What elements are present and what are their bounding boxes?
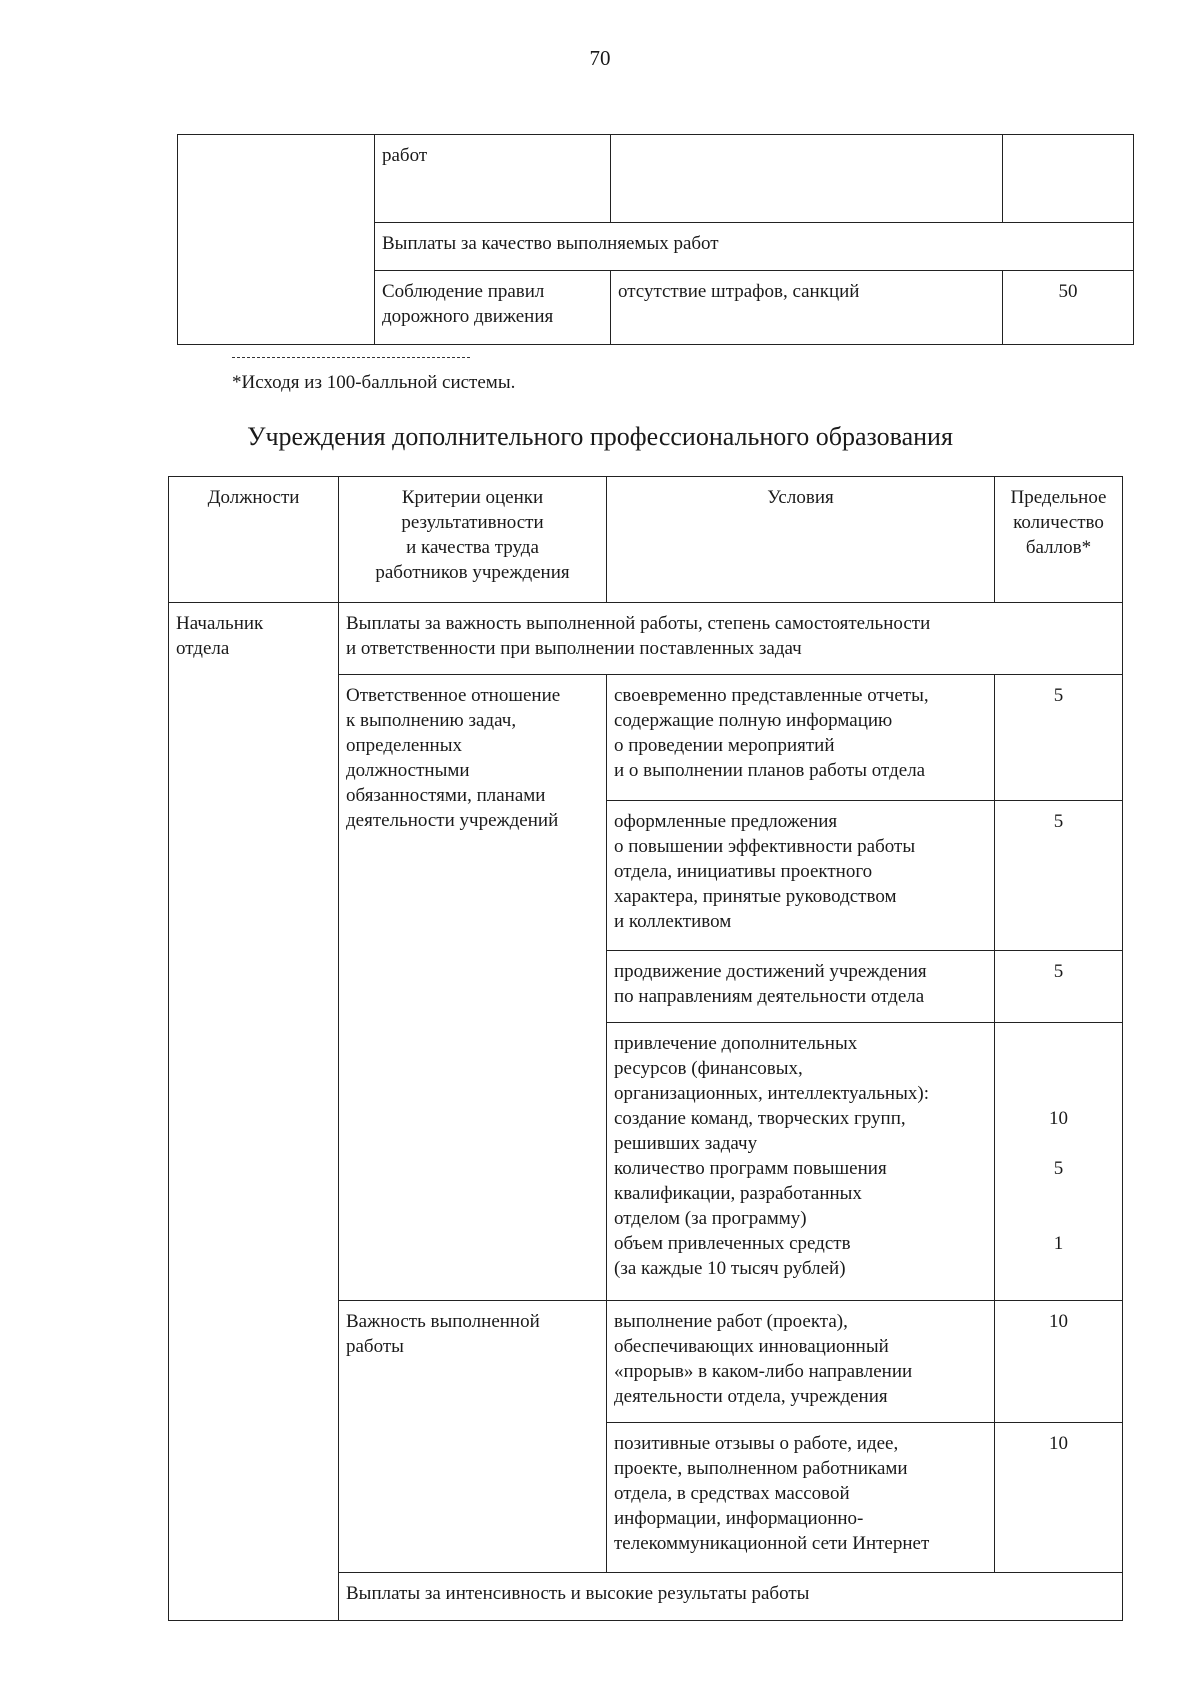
- footnote-rule: [232, 357, 470, 358]
- condition-cell: [611, 135, 1003, 223]
- condition-cell: своевременно представленные отчеты, содержащие полную информацию о проведении мероприятий и о выполнении планов работы отдела: [607, 675, 995, 801]
- score-cell: [1003, 135, 1134, 223]
- header-max-score: Предельное количество баллов*: [995, 477, 1123, 603]
- footnote: *Исходя из 100-балльной системы.: [232, 372, 516, 393]
- score-cell: 5: [995, 801, 1123, 951]
- section-header-cell: Выплаты за качество выполняемых работ: [375, 223, 1134, 271]
- score-cell: 5: [995, 951, 1123, 1023]
- criterion-cell: Соблюдение правил дорожного движения: [375, 271, 611, 345]
- condition-cell: привлечение дополнительных ресурсов (финансовых, организационных, интеллектуальных): создание команд, творческих групп, решивших задачу количество программ повышения квалификации, разработанных отделом (за программу) объем привлеченных средств (за каждые 10 тысяч рублей): [607, 1023, 995, 1301]
- header-position: Должности: [169, 477, 339, 603]
- group-header-intensity: Выплаты за интенсивность и высокие результаты работы: [339, 1573, 1123, 1621]
- section-title: Учреждения дополнительного профессионального образования: [247, 422, 953, 451]
- score-cell: 50: [1003, 271, 1134, 345]
- header-criteria: Критерии оценки результативности и качества труда работников учреждения: [339, 477, 607, 603]
- top-table: [177, 134, 1134, 345]
- criterion-cell: Ответственное отношение к выполнению задач, определенных должностными обязанностями, планами деятельности учреждений: [339, 675, 607, 1301]
- position-cell: Начальник отдела: [169, 603, 339, 1621]
- empty-position-cell: [178, 135, 375, 345]
- condition-cell: отсутствие штрафов, санкций: [611, 271, 1003, 345]
- score-cell: 10 5 1: [995, 1023, 1123, 1301]
- condition-cell: позитивные отзывы о работе, идее, проекте, выполненном работниками отдела, в средствах массовой информации, информационно- телекоммуникационной сети Интернет: [607, 1423, 995, 1573]
- criterion-cell: Важность выполненной работы: [339, 1301, 607, 1573]
- condition-cell: оформленные предложения о повышении эффективности работы отдела, инициативы проектного характера, принятые руководством и коллективом: [607, 801, 995, 951]
- criterion-cell: работ: [375, 135, 611, 223]
- main-table: [168, 476, 1123, 1621]
- score-cell: 10: [995, 1301, 1123, 1423]
- condition-cell: выполнение работ (проекта), обеспечивающих инновационный «прорыв» в каком-либо направлении деятельности отдела, учреждения: [607, 1301, 995, 1423]
- score-cell: 5: [995, 675, 1123, 801]
- group-header-importance: Выплаты за важность выполненной работы, степень самостоятельности и ответственности при выполнении поставленных задач: [339, 603, 1123, 675]
- condition-cell: продвижение достижений учреждения по направлениям деятельности отдела: [607, 951, 995, 1023]
- header-conditions: Условия: [607, 477, 995, 603]
- page-number: 70: [589, 46, 611, 70]
- score-cell: 10: [995, 1423, 1123, 1573]
